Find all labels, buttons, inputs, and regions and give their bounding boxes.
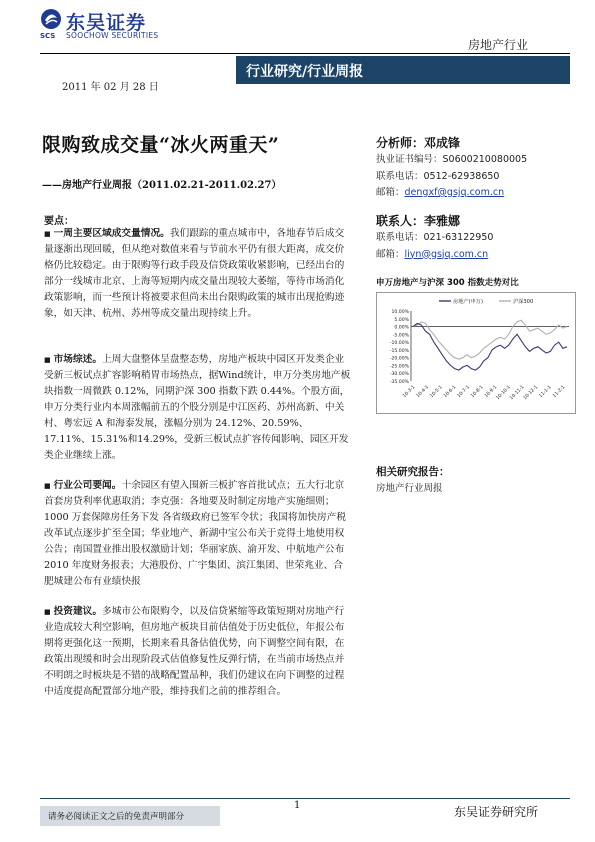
y-tick-label: 0.00% — [394, 325, 409, 331]
key-points-heading: 要点： — [44, 216, 74, 227]
x-tick-label: 11-1-1 — [538, 384, 553, 400]
contact-email-label: 邮箱： — [376, 248, 405, 260]
analyst-heading — [376, 134, 576, 152]
contact-name: 李雅娜 — [424, 214, 461, 228]
x-tick-label: 10-8-1 — [470, 384, 485, 400]
contact-email-link[interactable]: liyn@gsjq.com.cn — [404, 248, 489, 260]
contact-block — [376, 212, 576, 263]
analyst-email — [376, 185, 576, 202]
related-report-item[interactable]: 房地产行业周报 — [376, 483, 443, 494]
paragraph-text: 多城市公布限购令，以及信贷紧缩等政策短期对房地产行业造成较大利空影响，但房地产板块目前估值处于历史低位，年报公布期将更强化这一预期，长期来看具备估值优势，向下调整空间有限，在政策出现缓和时会出现阶段式估值修复性反弹行情，在当前市场热点并不明朗之时板块是不错的战略配置品种，我们仍建议在向下调整的过程中适度提高配置部分地产股，维持我们之前的推荐组合。 — [44, 606, 345, 697]
logo-abbr: SCS — [40, 32, 56, 40]
paragraph-text: 十余园区有望入围新三板扩容首批试点；五大行北京首套房贷利率优惠取消；李克强：各地要及时制定房地产实施细则；1000 万套保障房任务下发 各省级政府已签军令状；我国将加快房产税改革试点逐步扩至全国；华业地产、新湖中宝公布关于竞得土地使用权公告；南国置业推出股权激励计划；华丽家族、渝开发、中航地产公布 2010 年度财务报表；大港股份、广宇集团、滨江集团、世荣兆业、合肥城建公布有业绩快报 — [44, 480, 347, 587]
x-tick-label: 10-6-1 — [443, 384, 458, 400]
analyst-phone — [376, 169, 576, 186]
phone-number: 0512-62938650 — [423, 170, 500, 182]
email-label: 邮箱： — [376, 187, 405, 198]
y-tick-label: -30.00% — [389, 372, 409, 378]
logo-chinese-name: 东吴证券 — [66, 12, 147, 34]
bullet-icon: ■ — [44, 356, 51, 364]
contact-phone — [376, 230, 576, 247]
x-tick-label: 10-4-1 — [415, 384, 431, 400]
chart-title: 申万房地产与沪深 300 指数走势对比 — [376, 278, 519, 288]
key-point-paragraph — [44, 352, 352, 464]
y-tick-label: -15.00% — [389, 348, 409, 354]
y-tick-label: 5.00% — [394, 317, 409, 323]
logo-english-name: SOOCHOW SECURITIES — [66, 31, 159, 40]
x-tick-label: 10-3-1 — [402, 384, 417, 400]
report-title: 限购致成交量“冰火两重天” — [42, 134, 280, 156]
logo-mark-icon — [40, 8, 62, 30]
paragraph-lead: 行业公司要闻。 — [53, 480, 122, 491]
y-tick-label: 10.00% — [391, 310, 409, 315]
x-tick-label: 10-7-1 — [456, 384, 471, 400]
y-tick-label: -20.00% — [389, 356, 409, 362]
x-tick-label: 10-10-1 — [495, 384, 512, 402]
x-tick-label: 10-11-1 — [509, 384, 526, 402]
paragraph-lead: 一周主要区域成交量情况。 — [53, 228, 170, 239]
paragraph-text: 上周大盘整体呈盘整态势，房地产板块中园区开发类企业受新三板试点扩容影响稍胃市场热点，据Wind统计，申万分类房地产板块指数一周微跌 0.12%，同期沪深 300 指数下跌 0.44%。个股方面，申万分类行业内本周涨幅前五的个股分别是中江医药、苏州高新、中关村、粤宏远 A 和海泰发展，涨幅分别为 24.12%、20.59%、17.11%、15.31%和14.29%，受新三板试点扩容传闻影响、园区开发类企业继续上涨。 — [44, 354, 351, 461]
key-point-paragraph — [44, 604, 352, 700]
y-tick-label: -5.00% — [392, 333, 409, 339]
series-line — [413, 323, 567, 370]
industry-label: 房地产行业 — [468, 38, 529, 52]
contact-heading — [376, 212, 576, 230]
analyst-cert — [376, 152, 576, 169]
contact-phone-number: 021-63122950 — [423, 232, 494, 243]
bullet-icon: ■ — [44, 230, 51, 238]
phone-label: 联系电话： — [376, 170, 424, 182]
contact-phone-label: 联系电话： — [376, 232, 424, 243]
analyst-block — [376, 134, 576, 202]
report-subtitle: ——房地产行业周报（2011.02.21-2011.02.27） — [42, 180, 282, 191]
y-tick-label: -10.00% — [389, 341, 409, 347]
x-tick-label: 10-12-1 — [522, 384, 540, 402]
bullet-icon: ■ — [44, 608, 51, 616]
index-comparison-chart — [377, 293, 575, 413]
cert-label: 执业证书编号： — [376, 154, 443, 165]
bullet-icon: ■ — [44, 482, 51, 490]
header-rule — [40, 53, 570, 54]
paragraph-lead: 投资建议。 — [53, 606, 103, 617]
report-date: 2011 年 02 月 28 日 — [62, 82, 159, 93]
contact-email — [376, 247, 576, 264]
y-tick-label: -25.00% — [389, 364, 409, 370]
company-logo — [40, 8, 190, 42]
page-number: 1 — [294, 800, 301, 811]
paragraph-text: 我们跟踪的重点城市中，各地春节后成交量逐渐出现回暖，但从绝对数值来看与节前水平仍有很大距离，成交价格仍比较稳定。由于限购等行政手段及信贷政策收紧影响，已经出台的部分一线城市北京、上海等短期内成交量出现较大萎缩，等待市场消化政策影响，而一些预计将被要求但尚未出台限购政策的城市出现抢购迹象，如天津、杭州、苏州等成交量出现持续上升。 — [44, 228, 345, 319]
x-tick-label: 10-5-1 — [429, 384, 444, 400]
legend-label: 沪深300 — [513, 299, 534, 305]
analyst-label: 分析师： — [376, 136, 425, 150]
x-tick-label: 10-9-1 — [484, 384, 499, 400]
firm-name: 东吴证券研究所 — [454, 805, 539, 819]
email-link[interactable]: dengxf@gsjq.com.cn — [404, 187, 505, 198]
x-tick-label: 11-2-1 — [552, 384, 567, 400]
contact-label: 联系人： — [376, 214, 425, 228]
chart-container — [376, 292, 576, 414]
disclaimer-note: 请务必阅读正文之后的免责声明部分 — [40, 806, 220, 826]
report-type-banner: 行业研究/行业周报 — [236, 56, 570, 84]
paragraph-lead: 市场综述。 — [53, 354, 103, 365]
y-tick-label: -35.00% — [389, 380, 409, 385]
footer-rule — [40, 798, 570, 799]
analyst-name: 邓成锋 — [424, 136, 461, 150]
legend-label: 房地产(申万) — [453, 299, 483, 305]
key-point-paragraph — [44, 478, 352, 590]
key-point-paragraph — [44, 226, 352, 322]
cert-number: S0600210080005 — [442, 154, 528, 165]
related-reports-heading: 相关研究报告： — [376, 466, 450, 478]
